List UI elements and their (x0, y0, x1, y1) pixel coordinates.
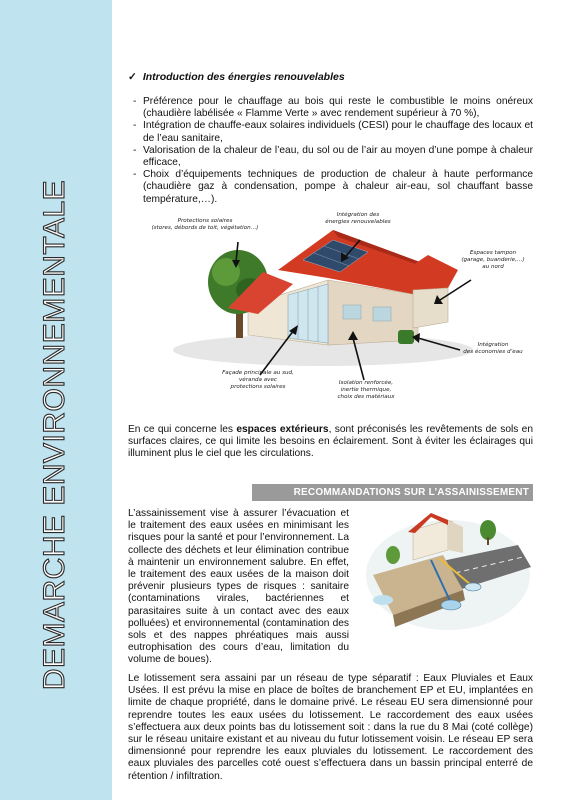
renewables-list (128, 96, 533, 206)
sidebar (0, 0, 112, 800)
caption-integration-enr: Intégration des énergies renouvelables (325, 212, 391, 225)
caption-protections: Protections solaires (stores, débords de toit, végétation…) (151, 218, 259, 231)
exterieurs-text-start: En ce qui concerne les (128, 424, 237, 435)
list-item: - Choix d’équipements techniques de production de chaleur à haute performance (chaudière gaz à condensation, pompe à chaleur air-eau, sol chauffant basse température,…). (128, 169, 533, 206)
caption-economies-eau: Intégration des économies d’eau (463, 342, 523, 355)
check-icon: ✓ (128, 71, 137, 83)
list-item: - Intégration de chauffe-eaux solaires individuels (CESI) pour le chauffage des locaux et de l’eau sanitaire, (128, 120, 533, 144)
lotissement-paragraph: Le lotissement sera assaini par un réseau de type séparatif : Eaux Pluviales et Eaux Usées. Il est prévu la mise en place de boîtes de branchement EP et EU, implantées en limite de chaque propriété, dans le domaine privé. Le réseau EU sera dimensionné pour reprendre toutes les eaux usées du lotissement. Le raccordement des eaux usées s’effectuera aux deux points bas du lotissement soit : dans la rue du 8 Mai (coté collège) sur le réseau unitaire existant et au niveau du futur lotissement voisin. Le réseau EP sera dimensionné pour reprendre les eaux pluviales du lotissement. Le raccordement des eaux pluviales des parcelles coté ouest s’effectuera dans un bassin principal enterré de rétention / infiltration. (128, 673, 533, 782)
sewer-network-drawing (353, 505, 533, 635)
intro-title: Introduction des énergies renouvelables (142, 71, 345, 83)
list-item: - Préférence pour le chauffage au bois qui reste le combustible le moins onéreux (chaudière labélisée « Flamme Verte » avec rendement supérieur à 70 %), (128, 96, 533, 120)
exterieurs-keyword: espaces extérieurs (236, 424, 329, 435)
list-item: - Valorisation de la chaleur de l’eau, du sol ou de l’air au moyen d’une pompe à chaleur efficace, (128, 145, 533, 169)
section-heading: RECOMMANDATIONS SUR L’ASSAINISSEMENT (252, 484, 533, 501)
sidebar-title: DEMARCHE ENVIRONNEMENTALE (38, 179, 71, 691)
eco-house-illustration (128, 210, 533, 415)
caption-espaces-tampon: Espaces tampon (garage, buanderie,…) au nord (461, 250, 525, 270)
sewer-network-illustration (353, 505, 533, 635)
assainissement-paragraph: L’assainissement vise à assurer l’évacuation et le traitement des eaux usées en minimisant les risques pour la santé et pour l’environnement. La collecte des déchets et leur élimination contribue à maintenir un environnement salubre. En effet, le traitement des eaux usées de la maison doit prévenir plusieurs types de risques : sanitaire (contaminations virales, bactériennes et parasitaires suite à un contact avec des eaux polluées) et environnemental (contamination des sols et des nappes phréatiques mais aussi eutrophisation des cours d’eau, limitation du volume de boues). (128, 508, 349, 666)
caption-isolation: Isolation renforcée, inertie thermique, choix des matériaux (337, 380, 395, 400)
intro-heading (128, 71, 345, 83)
exterieurs-text-end: , sont préconisés les revêtements de sols en surfaces claires, ce qui limite les besoins en éclairement. Sont à éviter les éclairages qui illuminent plus le ciel que les circulations. (128, 424, 533, 460)
caption-facade: Façade principale au sud, véranda avec protections solaires (222, 370, 294, 390)
exterieurs-paragraph (128, 424, 533, 461)
